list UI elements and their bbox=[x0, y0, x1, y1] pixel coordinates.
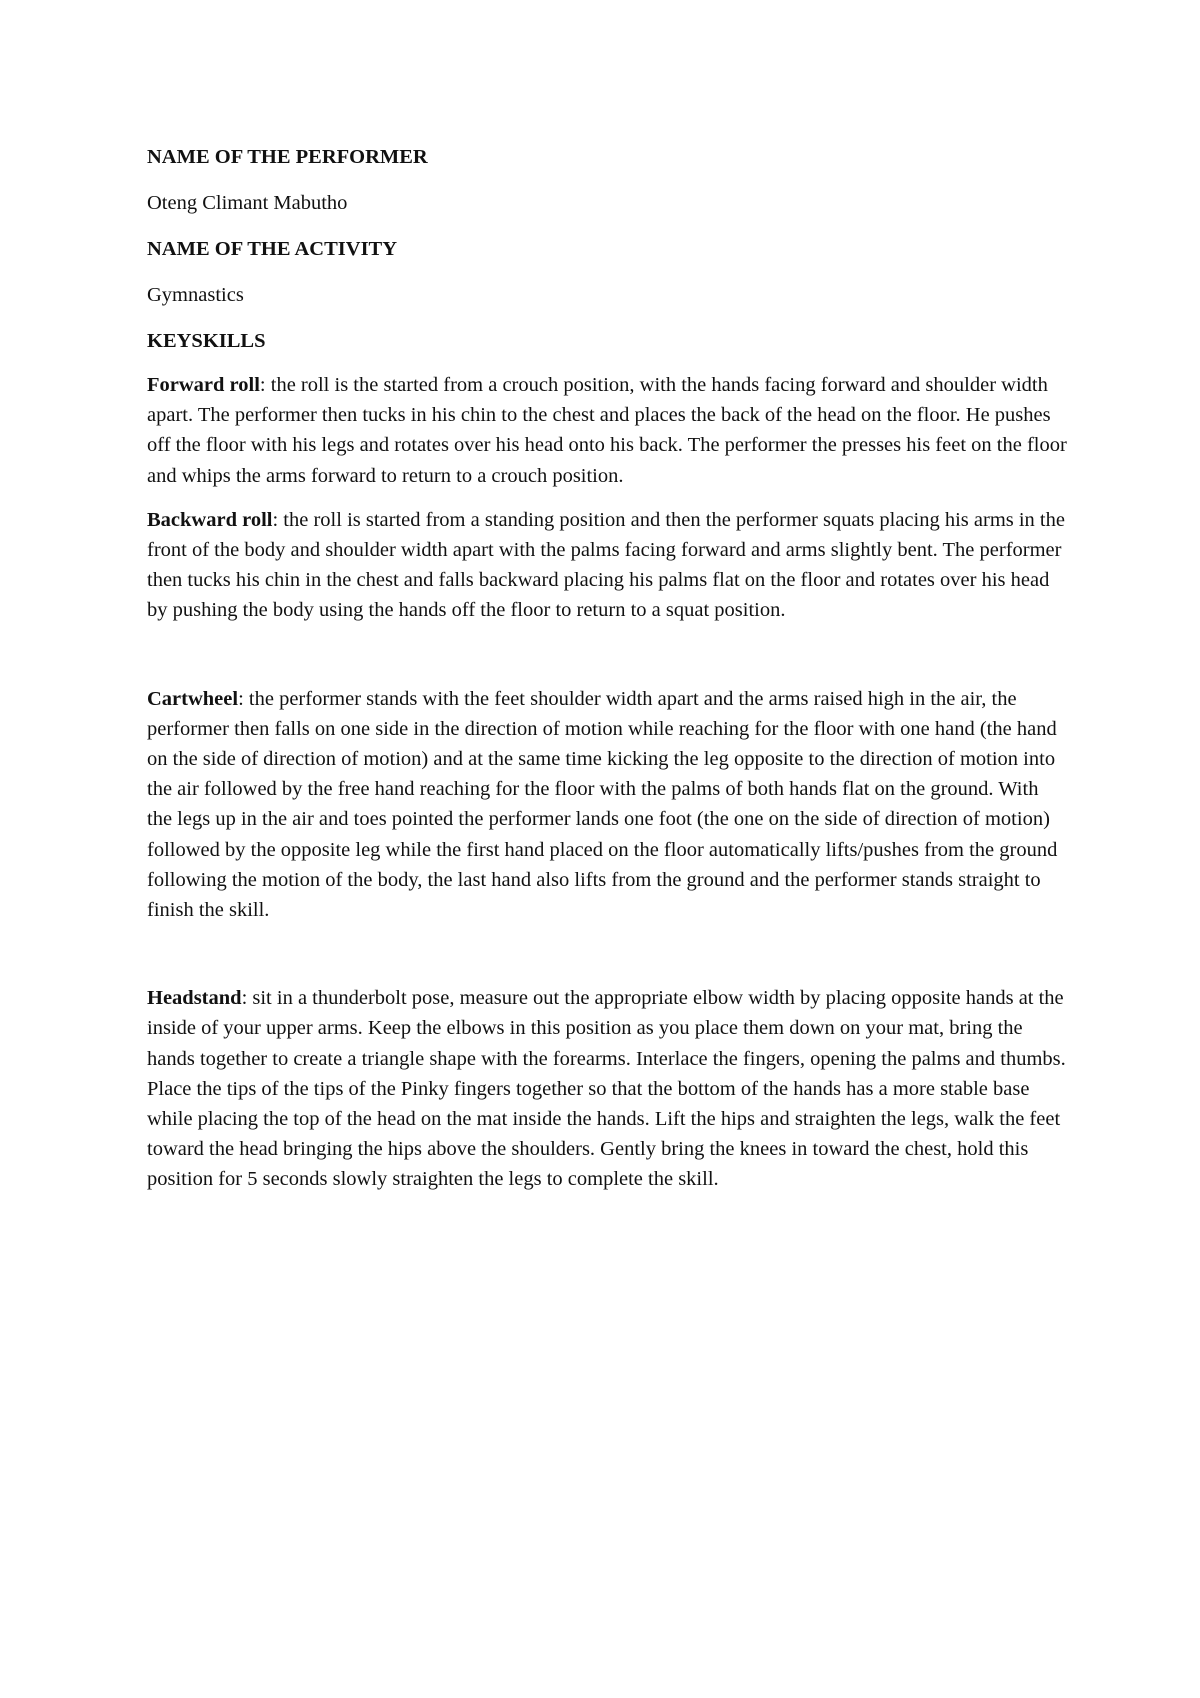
skill-term: Forward roll bbox=[147, 374, 260, 396]
skill-description: : the roll is the started from a crouch position, with the hands facing forward and shoulder width apart. The performer then tucks in his chin to the chest and places the back of the head on the floor. He pushes off the floor with his legs and rotates over his head onto his back. The performer the presses his feet on the floor and whips the arms forward to return to a crouch position. bbox=[147, 374, 1067, 487]
skill-backward-roll bbox=[147, 505, 1067, 626]
skill-term: Backward roll bbox=[147, 508, 273, 531]
skill-description: : the performer stands with the feet shoulder width apart and the arms raised high in the air, the performer then falls on one side in the direction of motion while reaching for the floor with one hand (the hand on the side of direction of motion) and at the same time kicking the leg opposite to the direction of motion into the air followed by the free hand reaching for the floor with the palms of both hands flat on the ground. With the legs up in the air and toes pointed the performer lands one foot (the one on the side of direction of motion) followed by the opposite leg while the first hand placed on the floor automatically lifts/pushes from the ground following the motion of the body, the last hand also lifts from the ground and the performer stands straight to finish the skill. bbox=[147, 687, 1058, 922]
keyskills-heading: KEYSKILLS bbox=[147, 330, 266, 352]
skill-headstand bbox=[147, 983, 1067, 1194]
skill-cartwheel bbox=[147, 684, 1067, 926]
skill-description: : sit in a thunderbolt pose, measure out the appropriate elbow width by placing opposite hands at the inside of your upper arms. Keep the elbows in this position as you place them down on your mat, bring the hands together to create a triangle shape with the forearms. Interlace the fingers, opening the palms and thumbs. Place the tips of the tips of the Pinky fingers together so that the bottom of the hands has a more stable base while placing the top of the head on the mat inside the hands. Lift the hips and straighten the legs, walk the feet toward the head bringing the hips above the shoulders. Gently bring the knees in toward the chest, hold this position for 5 seconds slowly straighten the legs to complete the skill. bbox=[147, 987, 1066, 1191]
activity-name: Gymnastics bbox=[147, 284, 244, 306]
activity-heading: NAME OF THE ACTIVITY bbox=[147, 238, 398, 260]
skill-forward-roll bbox=[147, 370, 1067, 491]
performer-heading: NAME OF THE PERFORMER bbox=[147, 146, 428, 168]
performer-name: Oteng Climant Mabutho bbox=[147, 192, 348, 214]
skill-description: : the roll is started from a standing position and then the performer squats placing his arms in the front of the body and shoulder width apart with the palms facing forward and arms slightly bent. The performer then tucks his chin in the chest and falls backward placing his palms flat on the floor and rotates over his head by pushing the body using the hands off the floor to return to a squat position. bbox=[147, 508, 1065, 622]
skill-term: Headstand bbox=[147, 987, 242, 1010]
skill-term: Cartwheel bbox=[147, 687, 239, 710]
document-page bbox=[147, 142, 1067, 1195]
